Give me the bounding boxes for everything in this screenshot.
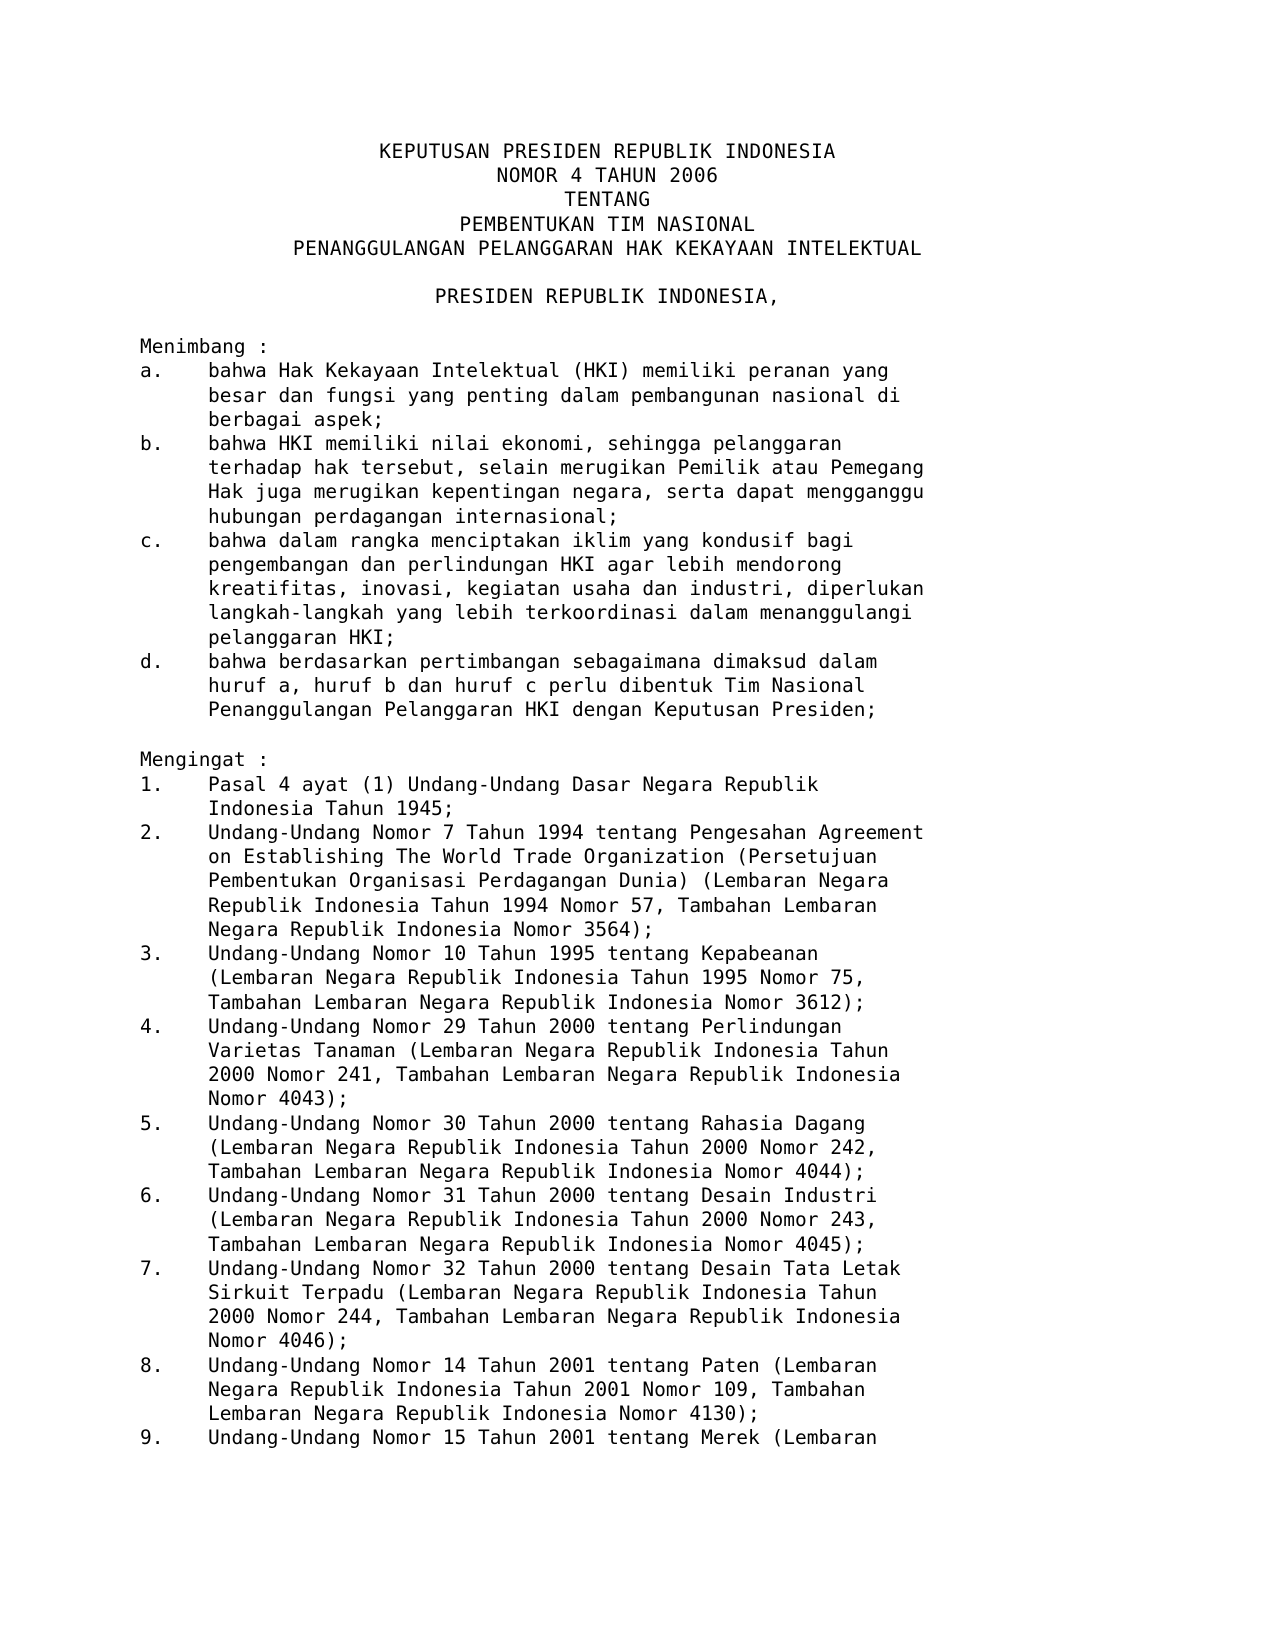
masthead-line: KEPUTUSAN PRESIDEN REPUBLIK INDONESIA (379, 140, 836, 163)
clause-line: Undang-Undang Nomor 29 Tahun 2000 tentang Perlindungan (208, 1014, 842, 1038)
clause-marker: a. (140, 359, 164, 383)
clause-line: (Lembaran Negara Republik Indonesia Tahun 2000 Nomor 242, (208, 1135, 878, 1159)
clause-line: Negara Republik Indonesia Tahun 2001 Nomor 109, Tambahan (208, 1377, 866, 1401)
clause-text (208, 1354, 1075, 1427)
clause-line: 2000 Nomor 244, Tambahan Lembaran Negara Republik Indonesia (208, 1305, 901, 1329)
clause-marker: 2. (140, 821, 164, 845)
clause-text (208, 1426, 1075, 1450)
clause-marker: 1. (140, 772, 164, 796)
masthead-line: TENTANG (564, 188, 651, 212)
clause-text (208, 821, 1075, 942)
clause-line: langkah-langkah yang lebih terkoordinasi dalam menanggulangi (208, 601, 913, 625)
clause-marker: 4. (140, 1014, 164, 1038)
clause-line: bahwa berdasarkan pertimbangan sebagaimana dimaksud dalam (208, 649, 878, 673)
clause-item (140, 821, 1075, 942)
document-sections (140, 335, 1075, 1450)
clause-marker: 9. (140, 1426, 164, 1450)
clause-text (208, 650, 1075, 723)
clause-line: Hak juga merugikan kepentingan negara, serta dapat mengganggu (208, 480, 925, 504)
enacting-authority: PRESIDEN REPUBLIK INDONESIA, (434, 285, 781, 309)
masthead-line: PEMBENTUKAN TIM NASIONAL (459, 212, 756, 236)
section-label: Mengingat : (140, 748, 270, 772)
clause-line: Pembentukan Organisasi Perdagangan Dunia) (Lembaran Negara (208, 869, 889, 893)
clause-marker: c. (140, 528, 164, 552)
clause-marker: 6. (140, 1184, 164, 1208)
masthead-line: NOMOR 4 TAHUN 2006 (496, 164, 719, 188)
clause-text (208, 773, 1075, 821)
clause-line: Tambahan Lembaran Negara Republik Indonesia Nomor 3612); (208, 990, 866, 1014)
clause-text (208, 1015, 1075, 1112)
clause-line: berbagai aspek; (208, 407, 385, 431)
clause-marker: 8. (140, 1353, 164, 1377)
clause-line: Undang-Undang Nomor 15 Tahun 2001 tentang Merek (Lembaran (208, 1426, 878, 1450)
clause-line: besar dan fungsi yang penting dalam pembangunan nasional di (208, 383, 901, 407)
document-masthead (140, 140, 1075, 261)
clause-item (140, 1354, 1075, 1427)
clause-line: Tambahan Lembaran Negara Republik Indonesia Nomor 4044); (208, 1159, 866, 1183)
clause-line: Undang-Undang Nomor 31 Tahun 2000 tentang Desain Industri (208, 1184, 878, 1208)
clause-item (140, 432, 1075, 529)
clause-line: Nomor 4043); (208, 1087, 349, 1111)
clause-line: (Lembaran Negara Republik Indonesia Tahun 1995 Nomor 75, (208, 966, 866, 990)
clause-text (208, 1112, 1075, 1185)
clause-line: Republik Indonesia Tahun 1994 Nomor 57, Tambahan Lembaran (208, 893, 878, 917)
clause-line: Penanggulangan Pelanggaran HKI dengan Keputusan Presiden; (208, 698, 878, 722)
clause-marker: 7. (140, 1256, 164, 1280)
clause-text (208, 942, 1075, 1015)
clause-text (208, 529, 1075, 650)
clause-line: Varietas Tanaman (Lembaran Negara Republik Indonesia Tahun (208, 1038, 889, 1062)
clause-line: Lembaran Negara Republik Indonesia Nomor 4130); (208, 1401, 760, 1425)
document-content (140, 140, 1075, 1450)
clause-line: Indonesia Tahun 1945; (208, 796, 455, 820)
clause-marker: b. (140, 432, 164, 456)
clause-item (140, 1426, 1075, 1450)
clause-line: bahwa Hak Kekayaan Intelektual (HKI) memiliki peranan yang (208, 359, 889, 383)
clause-item (140, 1112, 1075, 1185)
clause-item (140, 359, 1075, 432)
clause-line: on Establishing The World Trade Organization (Persetujuan (208, 845, 878, 869)
clause-item (140, 1184, 1075, 1257)
clause-line: hubungan perdagangan internasional; (208, 504, 619, 528)
clause-line: pengembangan dan perlindungan HKI agar lebih mendorong (208, 553, 842, 577)
clause-item (140, 1015, 1075, 1112)
clause-item (140, 529, 1075, 650)
clause-line: Tambahan Lembaran Negara Republik Indonesia Nomor 4045); (208, 1232, 866, 1256)
clause-item (140, 773, 1075, 821)
clause-marker: 3. (140, 942, 164, 966)
clause-line: (Lembaran Negara Republik Indonesia Tahun 2000 Nomor 243, (208, 1208, 878, 1232)
clause-marker: 5. (140, 1111, 164, 1135)
clause-line: Nomor 4046); (208, 1329, 349, 1353)
clause-line: Undang-Undang Nomor 10 Tahun 1995 tentang Kepabeanan (208, 942, 819, 966)
clause-line: Undang-Undang Nomor 7 Tahun 1994 tentang Pengesahan Agreement (208, 821, 925, 845)
clause-item (140, 650, 1075, 723)
section-label: Menimbang : (140, 335, 270, 359)
clause-line: bahwa HKI memiliki nilai ekonomi, sehingga pelanggaran (208, 432, 842, 456)
clause-text (208, 1184, 1075, 1257)
clause-line: Sirkuit Terpadu (Lembaran Negara Republik Indonesia Tahun (208, 1280, 878, 1304)
clause-line: 2000 Nomor 241, Tambahan Lembaran Negara Republik Indonesia (208, 1063, 901, 1087)
clause-line: kreatifitas, inovasi, kegiatan usaha dan industri, diperlukan (208, 577, 925, 601)
clause-line: Negara Republik Indonesia Nomor 3564); (208, 917, 655, 941)
clause-item (140, 1257, 1075, 1354)
clause-line: huruf a, huruf b dan huruf c perlu dibentuk Tim Nasional (208, 674, 866, 698)
clause-line: terhadap hak tersebut, selain merugikan Pemilik atau Pemegang (208, 456, 925, 480)
clause-line: Undang-Undang Nomor 14 Tahun 2001 tentang Paten (Lembaran (208, 1353, 878, 1377)
clause-line: Undang-Undang Nomor 32 Tahun 2000 tentang Desain Tata Letak (208, 1256, 901, 1280)
clause-line: bahwa dalam rangka menciptakan iklim yang kondusif bagi (208, 528, 854, 552)
clause-line: Undang-Undang Nomor 30 Tahun 2000 tentang Rahasia Dagang (208, 1111, 866, 1135)
clause-line: Pasal 4 ayat (1) Undang-Undang Dasar Negara Republik (208, 772, 819, 796)
clause-text (208, 1257, 1075, 1354)
clause-text (208, 432, 1075, 529)
clause-item (140, 942, 1075, 1015)
clause-line: pelanggaran HKI; (208, 625, 396, 649)
masthead-line: PENANGGULANGAN PELANGGARAN HAK KEKAYAAN INTELEKTUAL (292, 236, 923, 260)
clause-marker: d. (140, 649, 164, 673)
clause-text (208, 359, 1075, 432)
